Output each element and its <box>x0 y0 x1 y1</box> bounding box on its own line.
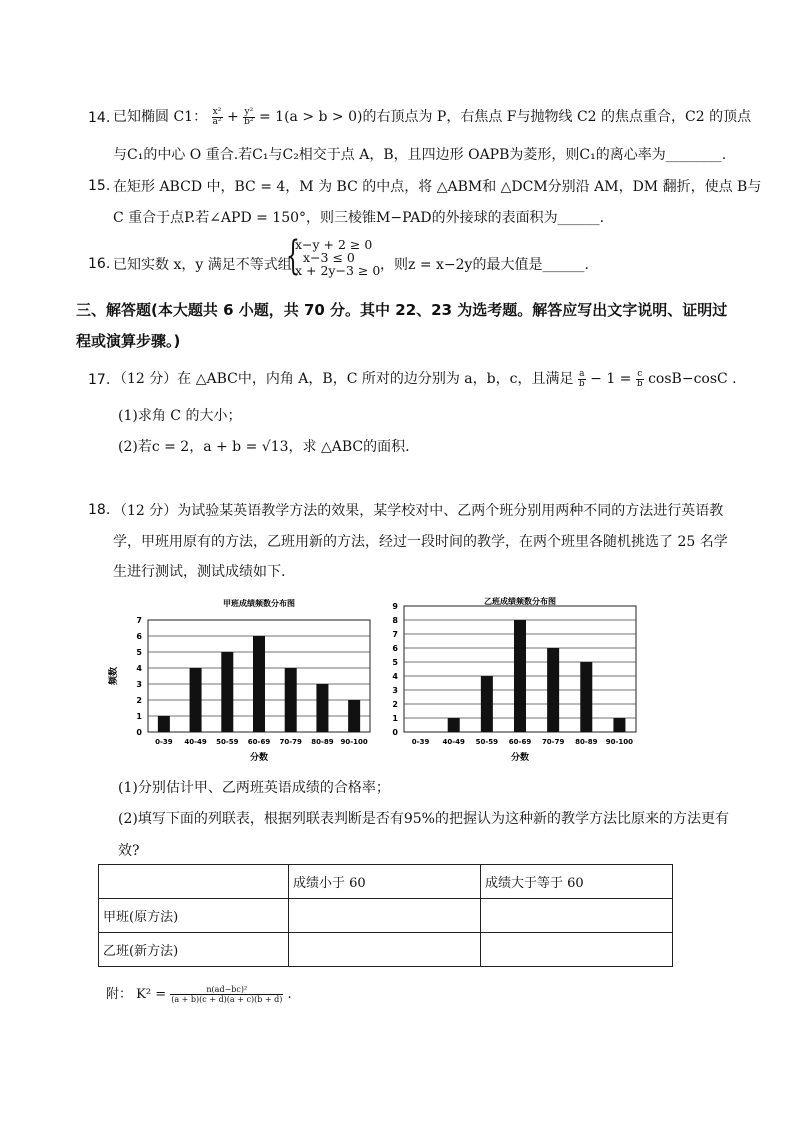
q17-part1: (1)求角 C 的大小； <box>118 408 242 424</box>
x-tick-label: 60-69 <box>508 738 532 746</box>
bar <box>547 648 559 732</box>
q17-number: 17. <box>88 372 111 388</box>
x-tick-label: 40-49 <box>442 738 465 746</box>
bar <box>580 662 592 732</box>
q16-post: ，则z = x−2y的最大值是______. <box>380 257 589 273</box>
x-tick-label: 70-79 <box>279 738 302 746</box>
x-tick-label: 50-59 <box>475 738 499 746</box>
bar <box>514 620 526 732</box>
y-tick-label: 7 <box>136 616 142 625</box>
appendix-end: . <box>287 987 292 1002</box>
q18-part1: (1)分别估计甲、乙两班英语成绩的合格率； <box>118 780 390 796</box>
x-tick-label: 40-49 <box>184 738 207 746</box>
q16-number: 16. <box>88 256 111 272</box>
table-cell <box>481 899 673 933</box>
y-tick-label: 5 <box>136 648 142 657</box>
q16-ineq-1: x−y + 2 ≥ 0 <box>295 237 373 252</box>
q18-number: 18. <box>88 502 111 518</box>
q17-part2: (2)若c = 2，a + b = √13，求 △ABC的面积. <box>118 439 410 455</box>
bar <box>221 652 233 732</box>
y-tick-label: 1 <box>392 714 398 723</box>
y-tick-label: 4 <box>136 664 142 673</box>
bar <box>285 668 297 732</box>
bar <box>348 700 360 732</box>
q18-part2-line1: (2)填写下面的列联表，根据列联表判断是否有95%的把握认为这种新的教学方法比原来的方法更有 <box>118 811 729 827</box>
table-row <box>99 933 673 967</box>
q18-line3: 生进行测试，测试成绩如下. <box>113 564 286 580</box>
y-tick-label: 8 <box>392 616 398 625</box>
q18-part2-line2: 效? <box>118 843 140 859</box>
q16-pre: 已知实数 x，y 满足不等式组 <box>113 257 292 273</box>
x-axis-label: 分数 <box>249 753 269 763</box>
y-tick-label: 5 <box>392 658 398 667</box>
q15-line2: C 重合于点P.若∠APD = 150°，则三棱锥M−PAD的外接球的表面积为______. <box>113 210 605 226</box>
q14-frac-y: $\frac{\text{y²}}{\text{b²}}$ <box>244 106 254 127</box>
q14-line1 <box>113 106 751 127</box>
q17-stem-post: cosB−cosC . <box>648 371 737 387</box>
x-tick-label: 90-100 <box>605 738 634 746</box>
q18-line1: （12 分）为试验某英语教学方法的效果，某学校对中、乙两个班分别用两种不同的方法进行英语教 <box>113 503 724 519</box>
q16-system <box>295 238 380 277</box>
x-tick-label: 90-100 <box>340 738 368 746</box>
bar <box>613 718 625 732</box>
y-tick-label: 2 <box>136 696 142 705</box>
bar <box>158 716 170 732</box>
x-tick-label: 80-89 <box>311 738 334 746</box>
table-row-label: 甲班(原方法) <box>99 899 289 933</box>
appendix-k2: K² = <box>136 987 167 1002</box>
chart-class-jia <box>104 594 376 766</box>
bar <box>253 636 265 732</box>
q14-plus: + <box>226 109 239 125</box>
q16-ineq-3: x + 2y−3 ≥ 0 <box>295 263 381 278</box>
x-tick-label: 60-69 <box>247 738 271 746</box>
q14-frac-x: $\frac{\text{x²}}{\text{a²}}$ <box>212 106 222 127</box>
k2-fraction: $\frac{\text{n(ad−bc)²}}{(a + b)(c + d)(a + c)(b + d)}$ <box>171 985 283 1004</box>
q14-text-post: = 1(a > b > 0)的右顶点为 P，右焦点 F与抛物线 C2 的焦点重合，C2 的顶点 <box>258 109 752 125</box>
table-row-label: 乙班(新方法) <box>99 933 289 967</box>
k2-formula <box>106 983 292 1004</box>
appendix-label: 附： <box>106 987 133 1002</box>
q15-line1: 在矩形 ABCD 中，BC = 4，M 为 BC 的中点，将 △ABM和 △DCM分别沿 AM，DM 翻折，使点 B与 <box>113 179 762 195</box>
table-header-cell: 成绩小于 60 <box>289 865 481 899</box>
section3-heading-line2: 程或演算步骤。) <box>76 332 181 350</box>
chart-title: 甲班成绩频数分布图 <box>223 599 295 608</box>
q17-stem-pre: （12 分）在 △ABC中，内角 A，B，C 所对的边分别为 a，b，c，且满足 <box>113 371 574 387</box>
q17-frac-cb: $\frac{c}{b}$ <box>636 368 643 389</box>
x-tick-label: 70-79 <box>541 738 565 746</box>
y-axis-label: 频数 <box>109 666 119 686</box>
q17-stem <box>113 368 737 389</box>
q16-ineq-2: x−3 ≤ 0 <box>303 250 355 265</box>
q14-curve: C1： <box>173 109 208 125</box>
table-header-row <box>99 865 673 899</box>
bar <box>190 668 202 732</box>
y-tick-label: 3 <box>136 680 142 689</box>
q17-mid: − 1 = <box>590 371 632 387</box>
bar <box>481 676 493 732</box>
x-tick-label: 80-89 <box>575 738 598 746</box>
y-tick-label: 7 <box>392 630 398 639</box>
x-tick-label: 0-39 <box>411 738 430 746</box>
table-cell <box>481 933 673 967</box>
bar <box>316 684 328 732</box>
x-tick-label: 50-59 <box>216 738 239 746</box>
y-tick-label: 6 <box>136 632 142 641</box>
x-axis-label: 分数 <box>510 753 530 763</box>
q14-number: 14. <box>88 110 111 126</box>
q16-brace: { <box>286 233 300 279</box>
table-row <box>99 899 673 933</box>
y-tick-label: 4 <box>392 672 398 681</box>
x-tick-label: 0-39 <box>155 738 173 746</box>
y-tick-label: 1 <box>136 712 142 721</box>
y-tick-label: 2 <box>392 700 398 709</box>
table-header-cell <box>99 865 289 899</box>
section3-heading-line1: 三、解答题(本大题共 6 小题，共 70 分。其中 22、23 为选考题。解答应写出文字说明、证明过 <box>76 301 728 319</box>
contingency-table <box>98 864 673 967</box>
table-header-cell: 成绩大于等于 60 <box>481 865 673 899</box>
q14-line2: 与C₁的中心 O 重合.若C₁与C₂相交于点 A，B，且四边形 OAPB为菱形，则C₁的离心率为________. <box>113 147 727 163</box>
y-tick-label: 0 <box>136 728 142 737</box>
chart-class-yi <box>380 594 642 766</box>
bar <box>448 718 460 732</box>
y-tick-label: 6 <box>392 644 398 653</box>
q15-number: 15. <box>88 178 111 194</box>
q18-line2: 学，甲班用原有的方法，乙班用新的方法，经过一段时间的教学，在两个班里各随机挑选了 25 名学 <box>113 534 728 550</box>
q17-frac-ab: $\frac{a}{b}$ <box>578 368 585 389</box>
table-cell <box>289 899 481 933</box>
y-tick-label: 3 <box>392 686 398 695</box>
chart-title: 乙班成绩频数分布图 <box>484 597 556 606</box>
y-tick-label: 9 <box>392 602 398 611</box>
table-cell <box>289 933 481 967</box>
y-tick-label: 0 <box>392 728 398 737</box>
q14-text-pre: 已知椭圆 <box>113 109 169 125</box>
